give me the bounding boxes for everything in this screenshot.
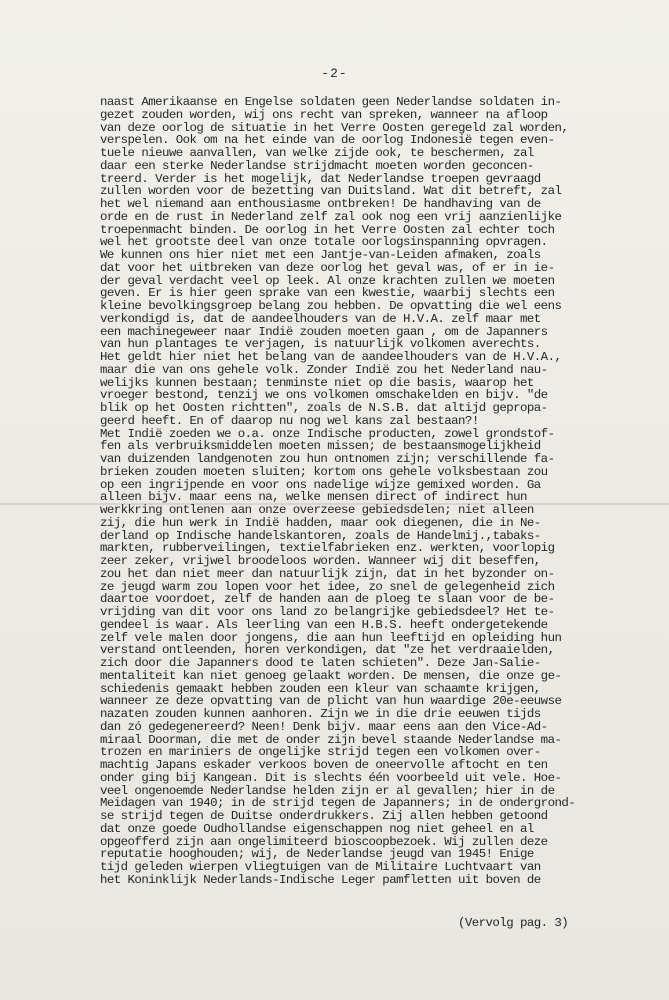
text-line: tuele nieuwe aanvallen, van welke zijde ook, te beschermen, zal xyxy=(100,146,534,160)
text-line: Meidagen van 1940; in de strijd tegen de Japanners; in de ondergrond- xyxy=(100,796,576,811)
text-line: zeer zeker, vrijwel broodeloos worden. Wanneer wij dit beseffen, xyxy=(100,554,541,568)
text-line: verspelen. Ook om na het einde van de oorlog Indonesië tegen even- xyxy=(100,133,555,148)
text-line: welijks kunnen bestaan; tenminste niet op die basis, waarop het xyxy=(100,375,534,390)
text-line: der geval verdacht veel op leek. Al onze krachten zullen we moeten xyxy=(100,273,555,288)
text-line: se strijd tegen de Duitse onderdrukkers. Zij allen hebben getoond xyxy=(100,809,548,823)
page-number: -2- xyxy=(321,66,348,81)
text-line: wanneer ze deze opvatting van de plicht van hun waardige 20e-eeuwse xyxy=(100,694,562,709)
text-line: trozen en mariniers de ongelijke strijd tegen een volkomen over- xyxy=(100,745,541,760)
text-line: ze jeugd warm zou lopen voor het idee, zo snel de gelegenheid zich xyxy=(100,579,555,594)
text-line: treerd. Verder is het mogelijk, dat Nederlandse troepen gevraagd xyxy=(100,171,541,186)
text-line: brieken zouden moeten sluiten; kortom ons gehele volksbestaan zou xyxy=(100,464,548,479)
text-line: daartoe voordoet, zelf de handen aan de ploeg te slaan voor de be- xyxy=(100,592,555,607)
text-line: kleine bevolkingsgroep belang zou hebben. De opvatting die wel eens xyxy=(100,299,562,313)
text-line: geerd heeft. En of daarop nu nog wel kans zal bestaan?! xyxy=(100,413,479,428)
text-line: het wel niemand aan enthousiasme ontbreken! De handhaving van de xyxy=(100,197,541,211)
text-line: daar een sterke Nederlandse strijdmacht moeten worden geconcen- xyxy=(100,158,534,173)
text-line: machtig Japans eskader verkoos boven de oneervolle aftocht en ten xyxy=(100,758,548,772)
text-line: gezet zouden worden, wij ons recht van spreken, wanneer na afloop xyxy=(100,107,548,122)
text-line: orde en de rust in Nederland zelf zal ook nog een vrij aanzienlijke xyxy=(100,209,562,224)
text-line: miraal Doorman, die met de onder zijn bevel staande Nederlandse ma- xyxy=(100,732,562,747)
text-line: derland op Indische handelskantoren, zoals de Handelmij.,tabaks- xyxy=(100,528,541,543)
text-line: werkkring ontlenen aan onze overzeese gebiedsdelen; niet alleen xyxy=(100,503,534,517)
text-line: mentaliteit kan niet genoeg gelaakt worden. De mensen, die onze ge- xyxy=(100,668,562,683)
text-line: dat onze goede Oudhollandse eigenschappen nog niet geheel en al xyxy=(100,821,534,836)
text-line: zullen worden voor de bezetting van Duitsland. Wat dit betreft, zal xyxy=(100,184,562,199)
text-line: Met Indië zoeden we o.a. onze Indische producten, zowel grondstof- xyxy=(100,426,555,441)
text-line: troepenmacht binden. De oorlog in het Verre Oosten zal echter toch xyxy=(100,222,555,237)
text-line: van duizenden landgenoten zou hun ontnomen zijn; verschillende fa- xyxy=(100,452,555,466)
text-line: nazaten zouden kunnen aanhoren. Zijn we in die drie eeuwen tijds xyxy=(100,707,541,721)
text-line: alleen bijv. maar eens na, welke mensen direct of indirect hun xyxy=(100,490,527,505)
text-line: een machinegeweer naar Indië zouden moeten gaan , om de Japanners xyxy=(100,324,548,339)
text-line: blik op het Oosten richtten", zoals de N.S.B. dat altijd gepropa- xyxy=(100,401,548,415)
text-line: We kunnen ons hier niet met een Jantje-van-Leiden afmaken, zoals xyxy=(100,248,541,262)
text-line: verkondigd is, dat de aandeelhouders van de H.V.A. zelf maar met xyxy=(100,311,541,326)
text-line: veel ongenoemde Nederlandse helden zijn er al gevallen; hier in de xyxy=(100,783,555,798)
text-line: verstand ontleenden, horen verkondigen, dat "ze het verdraaielden, xyxy=(100,643,555,658)
text-line: Het geldt hier niet het belang van de aandeelhouders van de H.V.A., xyxy=(100,350,562,364)
text-line: zich door die Japanners dood te laten schieten". Deze Jan-Salie- xyxy=(100,656,541,670)
text-line: dat voor het uitbreken van deze oorlog het geval was, of er in ie- xyxy=(100,260,555,275)
text-line: onder ging bij Kangean. Dit is slechts één voorbeeld uit vele. Hoe- xyxy=(100,770,562,785)
text-line: reputatie hooghouden; wij, de Nederlandse jeugd van 1945! Enige xyxy=(100,847,534,862)
text-line: vrijding van dit voor ons land zo belangrijke gebiedsdeel? Het te- xyxy=(100,605,555,619)
text-line: maar die van ons gehele volk. Zonder Indië zou het Nederland nau- xyxy=(100,362,548,377)
text-line: vroeger bestond, tenzij we ons volkomen omschakelden en bijv. "de xyxy=(100,388,548,403)
text-line: opgeofferd zijn aan ongelimiteerd bioscoopbezoek. Wij zullen deze xyxy=(100,834,548,849)
text-line: zelf vele malen door jongens, die aan hun leeftijd en opleiding hun xyxy=(100,630,562,645)
text-line: van deze oorlog de situatie in het Verre Oosten geregeld zal worden, xyxy=(100,120,569,135)
text-line: tijd geleden wierpen vliegtuigen van de Militaire Luchtvaart van xyxy=(100,860,541,874)
text-line: op een ingrijpende en voor ons nadelige wijze gemixed worden. Ga xyxy=(100,477,541,492)
text-line: dan zó gedegenereerd? Neen! Denk bijv. maar eens aan den Vice-Ad- xyxy=(100,719,548,734)
text-line: gendeel is waar. Als leerling van een H.B.S. heeft ondergetekende xyxy=(100,617,548,632)
text-line: markten, rubberveilingen, textielfabrieken enz. werkten, voorlopig xyxy=(100,541,555,556)
continuation-note: (Vervolg pag. 3) xyxy=(458,916,569,930)
text-line: het Koninklijk Nederlands-Indische Leger pamfletten uit boven de xyxy=(100,872,541,887)
text-line: zou het dan niet meer dan natuurlijk zijn, dat in het byzonder on- xyxy=(100,566,555,581)
text-line: wel het grootste deel van onze totale oorlogsinspanning opvragen. xyxy=(100,235,548,250)
text-line: fen als verbruiksmiddelen moeten missen; de bestaansmogelijkheid xyxy=(100,439,541,454)
text-line: van hun plantages te verjagen, is natuurlijk volkomen averechts. xyxy=(100,337,541,352)
typed-text-body xyxy=(100,96,590,887)
text-line: geven. Er is hier geen sprake van een kwestie, waarbij slechts een xyxy=(100,286,555,301)
text-line: zij, die hun werk in Indië hadden, maar ook diegenen, die in Ne- xyxy=(100,515,541,530)
text-line: schiedenis gemaakt hebben zouden een kleur van schaamte krijgen, xyxy=(100,681,541,696)
text-line: naast Amerikaanse en Engelse soldaten geen Nederlandse soldaten in- xyxy=(100,95,562,109)
